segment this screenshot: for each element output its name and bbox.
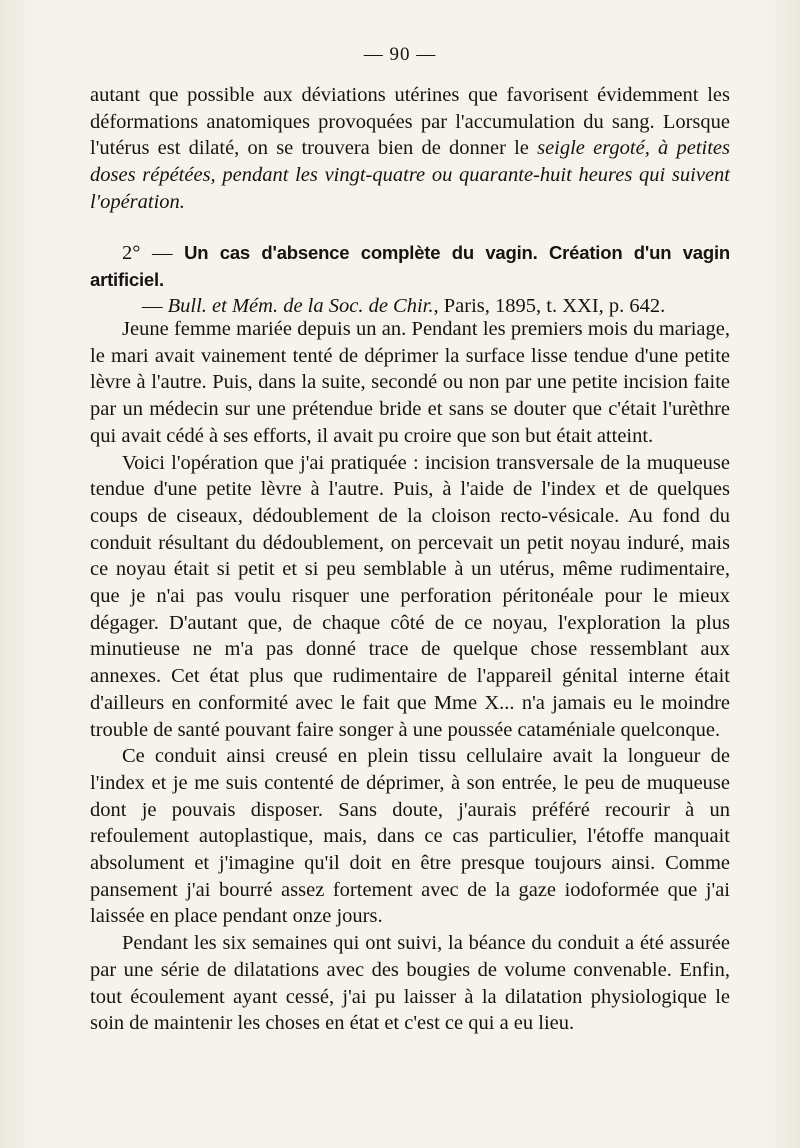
intro-paragraph: [90, 82, 730, 216]
paragraph-dressing: Ce conduit ainsi creusé en plein tissu cellulaire avait la longueur de l'index et je me suis contenté de déprimer, à son entrée, le peu de muqueuse dont je pouvais disposer. Sans doute, j'aurais préféré recourir à un refoulement autoplastique, mais, dans ce cas particulier, l'étoffe manquait absolument et j'imagine qu'il doit en être presque toujours ainsi. Comme pansement j'ai bourré assez fortement avec de la gaze iodoformée que j'ai laissée en place pendant onze jours.: [90, 745, 730, 928]
paragraph-history: Jeune femme mariée depuis un an. Pendant les premiers mois du mariage, le mari avait vainement tenté de déprimer la surface lisse tendue d'une petite lèvre à l'autre. Puis, dans la suite, secondé ou non par une petite incision faite par un médecin sur une prétendue bride et sans se douter que c'était l'urèthre qui avait cédé à ses efforts, il avait pu croire que son but était atteint.: [90, 318, 730, 447]
reference-dash: —: [142, 295, 163, 318]
case-body: [90, 316, 730, 1037]
intro-italic-text: seigle ergoté, à petites doses répétées, pendant les vingt-quatre ou quarante-huit heures qui suivent l'opération.: [90, 137, 730, 213]
reference-details: , Paris, 1895, t. XXI, p. 642.: [433, 295, 666, 318]
paragraph-operation: Voici l'opération que j'ai pratiquée : incision transversale de la muqueuse tendue d'une petite lèvre à l'autre. Puis, à l'aide de l'index et de quelques coups de ciseaux, dédoublement de la cloison recto-vésicale. Au fond du conduit résultant du dédoublement, on percevait un petit noyau induré, mais ce noyau était si petit et si peu semblable à un utérus, même rudimentaire, que je n'ai pas voulu risquer une perforation péritonéale pour le mieux dégager. D'autant que, de chaque côté de ce noyau, l'exploration la plus minutieuse ne m'a pas donné trace de quelque chose ressemblant aux annexes. Cet état plus que rudimentaire de l'appareil génital interne était d'ailleurs en conformité avec le fait que Mme X... n'a jamais eu le moindre trouble de santé pouvant faire songer à une poussée cataméniale quelconque.: [90, 451, 730, 741]
reference-journal: Bull. et Mém. de la Soc. de Chir.: [167, 295, 434, 318]
intro-plain-text: autant que possible aux déviations utérines que favorisent évidemment les déformations anatomiques provoquées par l'accumulation du sang. Lorsque l'utérus est dilaté, on se trouvera bien de donner le: [90, 84, 730, 160]
case-number: 2° —: [122, 242, 173, 264]
intro-text: [90, 82, 730, 216]
paragraph-outcome: Pendant les six semaines qui ont suivi, la béance du conduit a été assurée par une série de dilatations avec des bougies de volume convenable. Enfin, tout écoulement ayant cessé, j'ai pu laisser à la dilatation physiologique le soin de maintenir les choses en état et c'est ce qui a eu lieu.: [90, 932, 730, 1035]
page-number: — 90 —: [363, 44, 437, 65]
case-heading-block: [90, 240, 730, 320]
case-title: Un cas d'absence complète du vagin. Création d'un vagin artificiel.: [90, 242, 731, 290]
case-heading: [90, 240, 730, 293]
